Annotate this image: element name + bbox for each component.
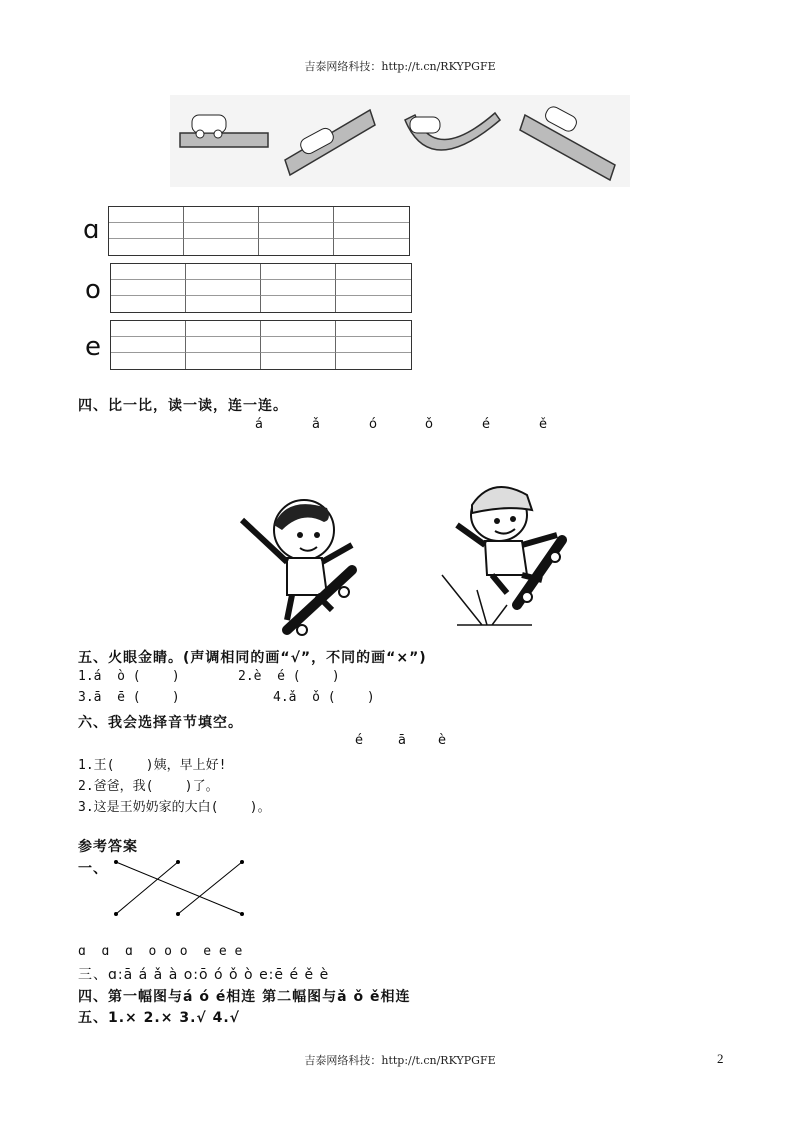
section6-option-2: è (438, 733, 446, 748)
answers-part3: 三、ɑ:ā á ǎ à o:ō ó ǒ ò e:ē é ě è (78, 967, 330, 983)
answers-title: 参考答案 (78, 839, 138, 855)
skateboard-boy-image-1 (232, 490, 362, 640)
answers-matching-lines (110, 856, 250, 918)
section6-item-3: 3.这是王奶奶家的大白( )。 (78, 800, 271, 815)
section4-pinyin-2: ó (369, 417, 377, 432)
answers-row-letters: ɑ ɑ ɑ o o o e e e (78, 944, 243, 959)
skateboard-boy-image-2 (437, 475, 567, 640)
section4-pinyin-4: é (482, 417, 490, 432)
section5-item-1: 1.á ò ( ) (78, 669, 180, 684)
writing-grid-e (110, 320, 412, 370)
section5-item-3: 3.ā ē ( ) (78, 690, 180, 705)
section4-title: 四、比一比，读一读，连一连。 (78, 398, 288, 414)
section6-title: 六、我会选择音节填空。 (78, 715, 243, 731)
writing-grid-a (108, 206, 410, 256)
car-road-images (170, 95, 630, 187)
section6-item-2: 2.爸爸，我( )了。 (78, 779, 219, 794)
section4-pinyin-3: ǒ (425, 417, 433, 432)
section5-title: 五、火眼金睛。(声调相同的画“√”，不同的画“×”) (78, 650, 427, 666)
section4-pinyin-1: ǎ (312, 417, 320, 432)
page-header: 吉泰网络科技：http://t.cn/RKYPGFE (304, 60, 496, 73)
page-footer: 吉泰网络科技：http://t.cn/RKYPGFE (304, 1054, 496, 1067)
car-road-illustration (170, 95, 630, 187)
section4-pinyin-0: á (255, 417, 263, 432)
writing-grid-o (110, 263, 412, 313)
answers-part1-label: 一、 (78, 861, 108, 877)
section4-pinyin-5: ě (539, 417, 547, 432)
section6-item-1: 1.王( )姨，早上好! (78, 758, 227, 773)
answers-part5: 五、1.× 2.× 3.√ 4.√ (78, 1010, 240, 1026)
grid-letter-o: o (85, 275, 101, 305)
section5-item-4: 4.ǎ ǒ ( ) (273, 690, 375, 705)
section6-option-0: é (355, 733, 363, 748)
page-number: 2 (717, 1051, 724, 1066)
grid-letter-e: e (85, 332, 101, 362)
section6-option-1: ā (398, 733, 406, 748)
section5-item-2: 2.è é ( ) (238, 669, 340, 684)
grid-letter-a: ɑ (83, 215, 100, 245)
answers-part4: 四、第一幅图与á ó é相连 第二幅图与ǎ ǒ ě相连 (78, 989, 411, 1005)
